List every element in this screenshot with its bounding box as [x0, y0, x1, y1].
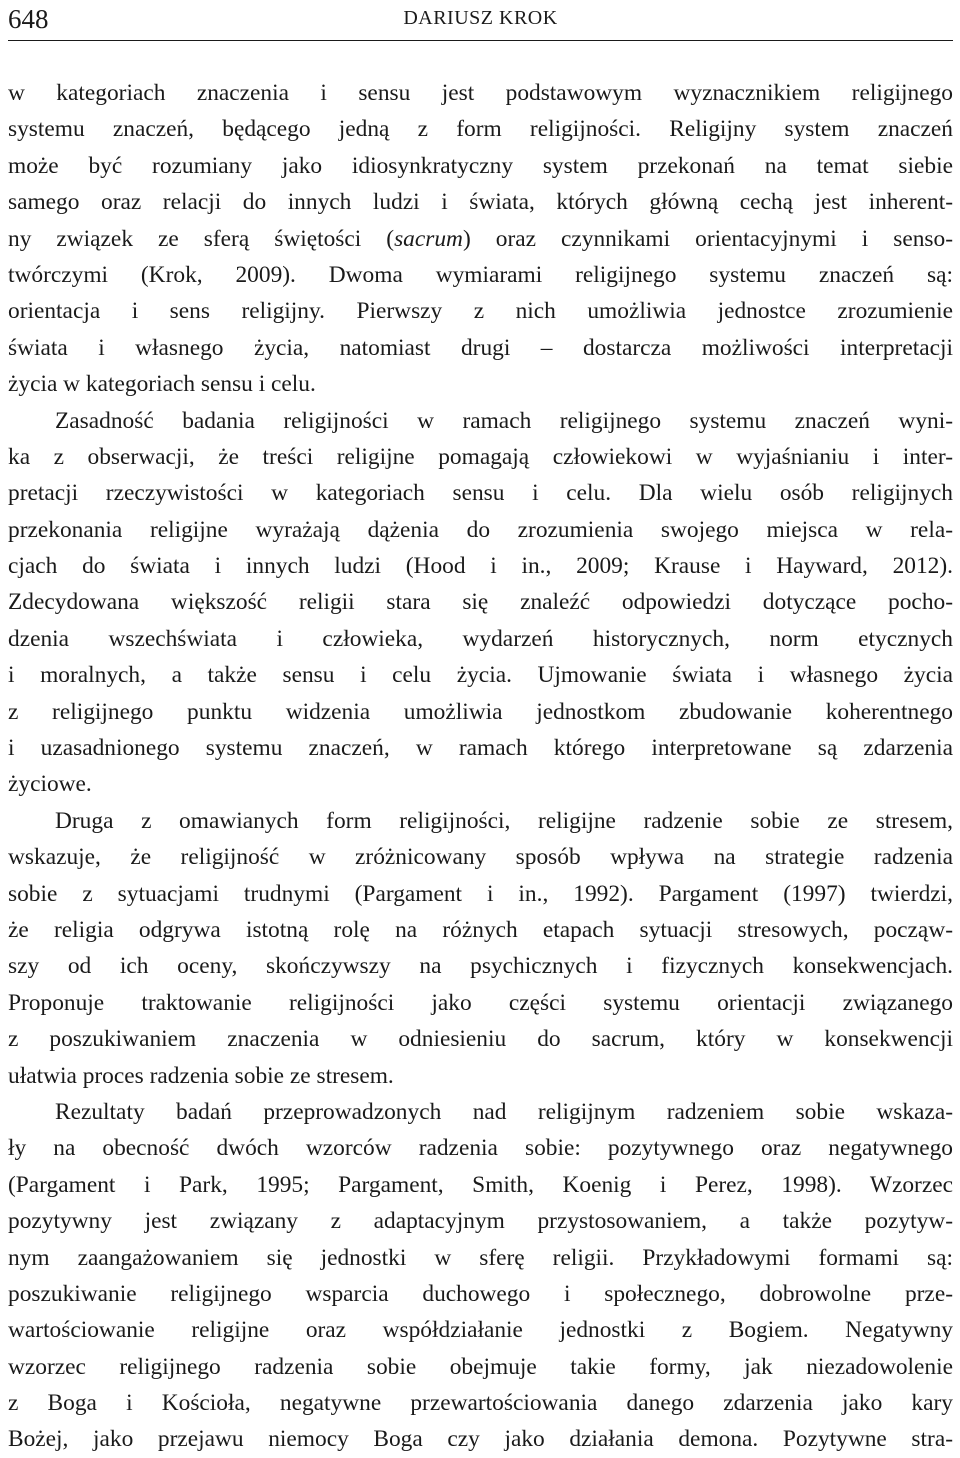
text-line [8, 148, 953, 184]
running-head [8, 0, 953, 41]
text-line-content: i moralnych, a także sensu i celu życia. Ujmowanie świata i własnego życia [8, 662, 953, 689]
text-line-content: wzorzec religijnego radzenia sobie obejmuje takie formy, jak niezadowolenie [8, 1353, 953, 1380]
document-page [8, 0, 953, 1455]
text-line [8, 1094, 953, 1130]
text-line [8, 366, 953, 402]
text-line-continuation: ) oraz czynnikami orientacyjnymi i senso- [462, 225, 953, 252]
text-line-content: Zasadność badania religijności w ramach religijnego systemu znaczeń wyni- [55, 407, 953, 434]
text-line-content: ny związek ze sferą świętości ( [8, 225, 395, 252]
text-line [8, 694, 953, 730]
text-line [8, 948, 953, 984]
text-line [8, 1240, 953, 1276]
text-line-content: z poszukiwaniem znaczenia w odniesieniu do sacrum, który w konsekwencji [8, 1026, 953, 1053]
text-line-content: twórczymi (Krok, 2009). Dwoma wymiarami religijnego systemu znaczeń są: [8, 261, 953, 288]
text-line [8, 985, 953, 1021]
text-line [8, 1130, 953, 1166]
italic-term: sacrum [394, 225, 463, 252]
text-line-content: przekonania religijne wyrażają dążenia do zrozumienia swojego miejsca w rela- [8, 516, 953, 543]
text-line-content: pozytywny jest związany z adaptacyjnym przystosowaniem, a także pozytyw- [8, 1208, 953, 1235]
text-line [8, 1349, 953, 1385]
text-line-content: że religia odgrywa istotną rolę na różnych etapach sytuacji stresowych, począw- [8, 916, 953, 943]
text-line [8, 257, 953, 293]
text-line-content: wskazuje, że religijność w zróżnicowany sposób wpływa na strategie radzenia [8, 844, 953, 871]
text-line-content: orientacja i sens religijny. Pierwszy z nich umożliwia jednostce zrozumienie [8, 298, 953, 325]
text-line [8, 876, 953, 912]
text-line [8, 621, 953, 657]
text-line [8, 912, 953, 948]
text-line [8, 1421, 953, 1457]
text-line [8, 184, 953, 220]
text-line-content: z religijnego punktu widzenia umożliwia jednostkom zbudowanie koherentnego [8, 698, 953, 725]
text-line-content: ły na obecność dwóch wzorców radzenia sobie: pozytywnego oraz negatywnego [8, 1135, 953, 1162]
text-line-content: Proponuje traktowanie religijności jako części systemu orientacji związanego [8, 989, 953, 1016]
text-line [8, 439, 953, 475]
text-line [8, 475, 953, 511]
text-line [8, 657, 953, 693]
text-line [8, 584, 953, 620]
text-line-content: cjach do świata i innych ludzi (Hood i in., 2009; Krause i Hayward, 2012). [8, 553, 953, 580]
text-line [8, 111, 953, 147]
text-line [8, 221, 953, 257]
text-line-content: poszukiwanie religijnego wsparcia duchowego i społecznego, dobrowolne prze- [8, 1280, 953, 1307]
body-text [8, 75, 953, 1458]
text-line [8, 730, 953, 766]
text-line [8, 1385, 953, 1421]
text-line-content: pretacji rzeczywistości w kategoriach sensu i celu. Dla wielu osób religijnych [8, 480, 953, 507]
text-line [8, 766, 953, 802]
text-line-content: (Pargament i Park, 1995; Pargament, Smith, Koenig i Perez, 1998). Wzorzec [8, 1171, 953, 1198]
text-line [8, 1021, 953, 1057]
text-line [8, 1312, 953, 1348]
page-number: 648 [8, 4, 49, 34]
text-line-content: Druga z omawianych form religijności, religijne radzenie sobie ze stresem, [55, 807, 953, 834]
text-line-content: wartościowanie religijne oraz współdziałanie jednostki z Bogiem. Negatywny [8, 1317, 953, 1344]
text-line-content: Bożej, jako przejawu niemocy Boga czy jako działania demona. Pozytywne stra- [8, 1426, 953, 1453]
text-line [8, 330, 953, 366]
text-line [8, 803, 953, 839]
text-line [8, 403, 953, 439]
text-line [8, 548, 953, 584]
text-line [8, 839, 953, 875]
text-line-content: życia w kategoriach sensu i celu. [8, 371, 316, 398]
text-line-content: ułatwia proces radzenia sobie ze stresem. [8, 1062, 394, 1089]
text-line-content: świata i własnego życia, natomiast drugi – dostarcza możliwości interpretacji [8, 334, 953, 361]
text-line-content: sobie z sytuacjami trudnymi (Pargament i in., 1992). Pargament (1997) twierdzi, [8, 880, 953, 907]
text-line-content: może być rozumiany jako idiosynkratyczny system przekonań na temat siebie [8, 152, 953, 179]
text-line-content: Rezultaty badań przeprowadzonych nad religijnym radzeniem sobie wskaza- [55, 1098, 953, 1125]
text-line-content: systemu znaczeń, będącego jedną z form religijności. Religijny system znaczeń [8, 116, 953, 143]
text-line-content: Zdecydowana większość religii stara się znaleźć odpowiedzi dotyczące pocho- [8, 589, 953, 616]
running-head-author: DARIUSZ KROK [403, 7, 558, 29]
text-line-content: z Boga i Kościoła, negatywne przewartościowania danego zdarzenia jako kary [8, 1390, 953, 1417]
text-line-content: życiowe. [8, 771, 92, 798]
text-line [8, 75, 953, 111]
text-line-content: i uzasadnionego systemu znaczeń, w ramach którego interpretowane są zdarzenia [8, 735, 953, 762]
text-line-content: dzenia wszechświata i człowieka, wydarzeń historycznych, norm etycznych [8, 625, 953, 652]
text-line-content: samego oraz relacji do innych ludzi i świata, których główną cechą jest inherent- [8, 189, 953, 216]
text-line [8, 1167, 953, 1203]
text-line-content: nym zaangażowaniem się jednostki w sferę religii. Przykładowymi formami są: [8, 1244, 953, 1271]
text-line [8, 1203, 953, 1239]
text-line [8, 1276, 953, 1312]
text-line-content: w kategoriach znaczenia i sensu jest podstawowym wyznacznikiem religijnego [8, 80, 953, 106]
text-line [8, 512, 953, 548]
text-line-content: szy od ich oceny, skończywszy na psychicznych i fizycznych konsekwencjach. [8, 953, 953, 980]
text-line-content: ka z obserwacji, że treści religijne pomagają człowiekowi w wyjaśnianiu i inter- [8, 443, 953, 470]
text-line [8, 1058, 953, 1094]
text-line [8, 293, 953, 329]
